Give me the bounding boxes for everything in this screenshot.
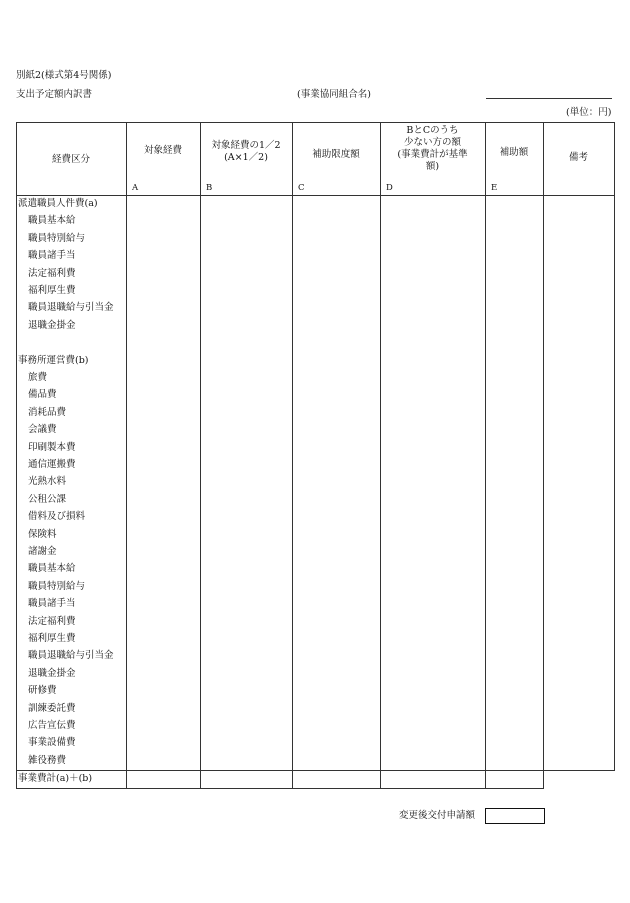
column-divider (292, 122, 293, 789)
expense-item: 職員基本給 (28, 215, 76, 227)
expense-item: 福利厚生費 (28, 633, 76, 644)
document-title: 支出予定額内訳書 (16, 89, 93, 100)
expense-item: 借料及び損料 (28, 511, 86, 523)
column-header-line: 対象経費の1／2 (211, 140, 281, 151)
section-title: 派遣職員人件費(a) (18, 198, 98, 209)
column-header (380, 125, 485, 173)
form-reference: 別紙2(様式第4号関係) (16, 70, 112, 81)
expense-item: 訓練委託費 (28, 702, 76, 714)
amount-input-box[interactable] (485, 808, 545, 824)
association-name-label: (事業協同組合名) (297, 89, 371, 100)
expense-item: 法定福利費 (28, 615, 76, 627)
table-top-border (16, 122, 615, 123)
column-header-line: 備考 (568, 152, 588, 163)
column-header (200, 140, 292, 164)
column-letter: C (298, 183, 305, 193)
expense-item: 旅費 (28, 372, 48, 383)
column-header (16, 154, 126, 166)
expense-item: 職員特別給与 (28, 232, 86, 244)
column-header (126, 145, 200, 157)
column-header-line: 額) (425, 161, 440, 172)
total-row-top-border (16, 770, 544, 771)
expense-item: 印刷製本費 (28, 441, 76, 453)
table-bottom-border (16, 788, 544, 789)
remarks-bottom-border (543, 770, 615, 771)
association-name-line (486, 98, 612, 99)
column-header-line: 経費区分 (51, 154, 90, 165)
expense-item: 消耗品費 (28, 406, 67, 418)
expense-item: 職員諸手当 (28, 598, 76, 610)
column-header (543, 152, 614, 164)
expense-item: 福利厚生費 (28, 285, 76, 296)
expense-item: 研修費 (28, 685, 57, 697)
column-header-line: 少ない方の額 (403, 137, 461, 148)
expense-item: 職員特別給与 (28, 580, 86, 592)
expense-item: 光熱水料 (28, 476, 67, 488)
expense-item: 備品費 (28, 389, 57, 401)
expense-item: 通信運搬費 (28, 459, 76, 470)
total-row-label: 事業費計(a)＋(b) (18, 773, 93, 784)
column-letter: B (206, 183, 213, 193)
column-header-line: BとCのうち (406, 125, 459, 136)
header-bottom-border (16, 195, 615, 196)
expense-item: 職員基本給 (28, 563, 76, 575)
column-divider (200, 122, 201, 789)
expense-item: 諸謝金 (28, 546, 57, 557)
column-header (292, 149, 380, 161)
amount-label: 変更後交付申請額 (399, 810, 476, 821)
expense-item: 保険料 (28, 528, 57, 540)
column-letter: A (132, 183, 139, 193)
expense-item: 職員退職給与引当金 (28, 650, 114, 662)
expense-item: 事業設備費 (28, 737, 76, 749)
column-divider (126, 122, 127, 789)
table-left-border (16, 122, 17, 789)
expense-item: 広告宣伝費 (28, 720, 76, 731)
expense-item: 退職金掛金 (28, 319, 76, 331)
expense-item: 職員諸手当 (28, 250, 76, 262)
unit-label: (単位：円) (566, 107, 612, 118)
column-header-line: 対象経費 (143, 145, 182, 156)
column-divider (380, 122, 381, 789)
expense-item: 退職金掛金 (28, 667, 76, 679)
column-divider (485, 122, 486, 789)
column-header-line: (事業費計が基準 (397, 149, 468, 160)
expense-item: 雑役務費 (28, 754, 67, 766)
column-header-line: 補助限度額 (312, 149, 360, 160)
column-header-line: 補助額 (499, 147, 529, 158)
expense-item: 法定福利費 (28, 267, 76, 279)
expense-item: 職員退職給与引当金 (28, 302, 114, 314)
expense-item: 会議費 (28, 424, 57, 436)
column-header-line: (A×1／2) (224, 152, 268, 163)
column-letter: E (491, 183, 498, 193)
column-divider (543, 122, 544, 789)
expense-item: 公租公課 (28, 493, 67, 505)
section-title: 事務所運営費(b) (18, 354, 89, 366)
column-header (485, 147, 543, 159)
table-right-border (614, 122, 615, 771)
column-letter: D (386, 183, 393, 193)
